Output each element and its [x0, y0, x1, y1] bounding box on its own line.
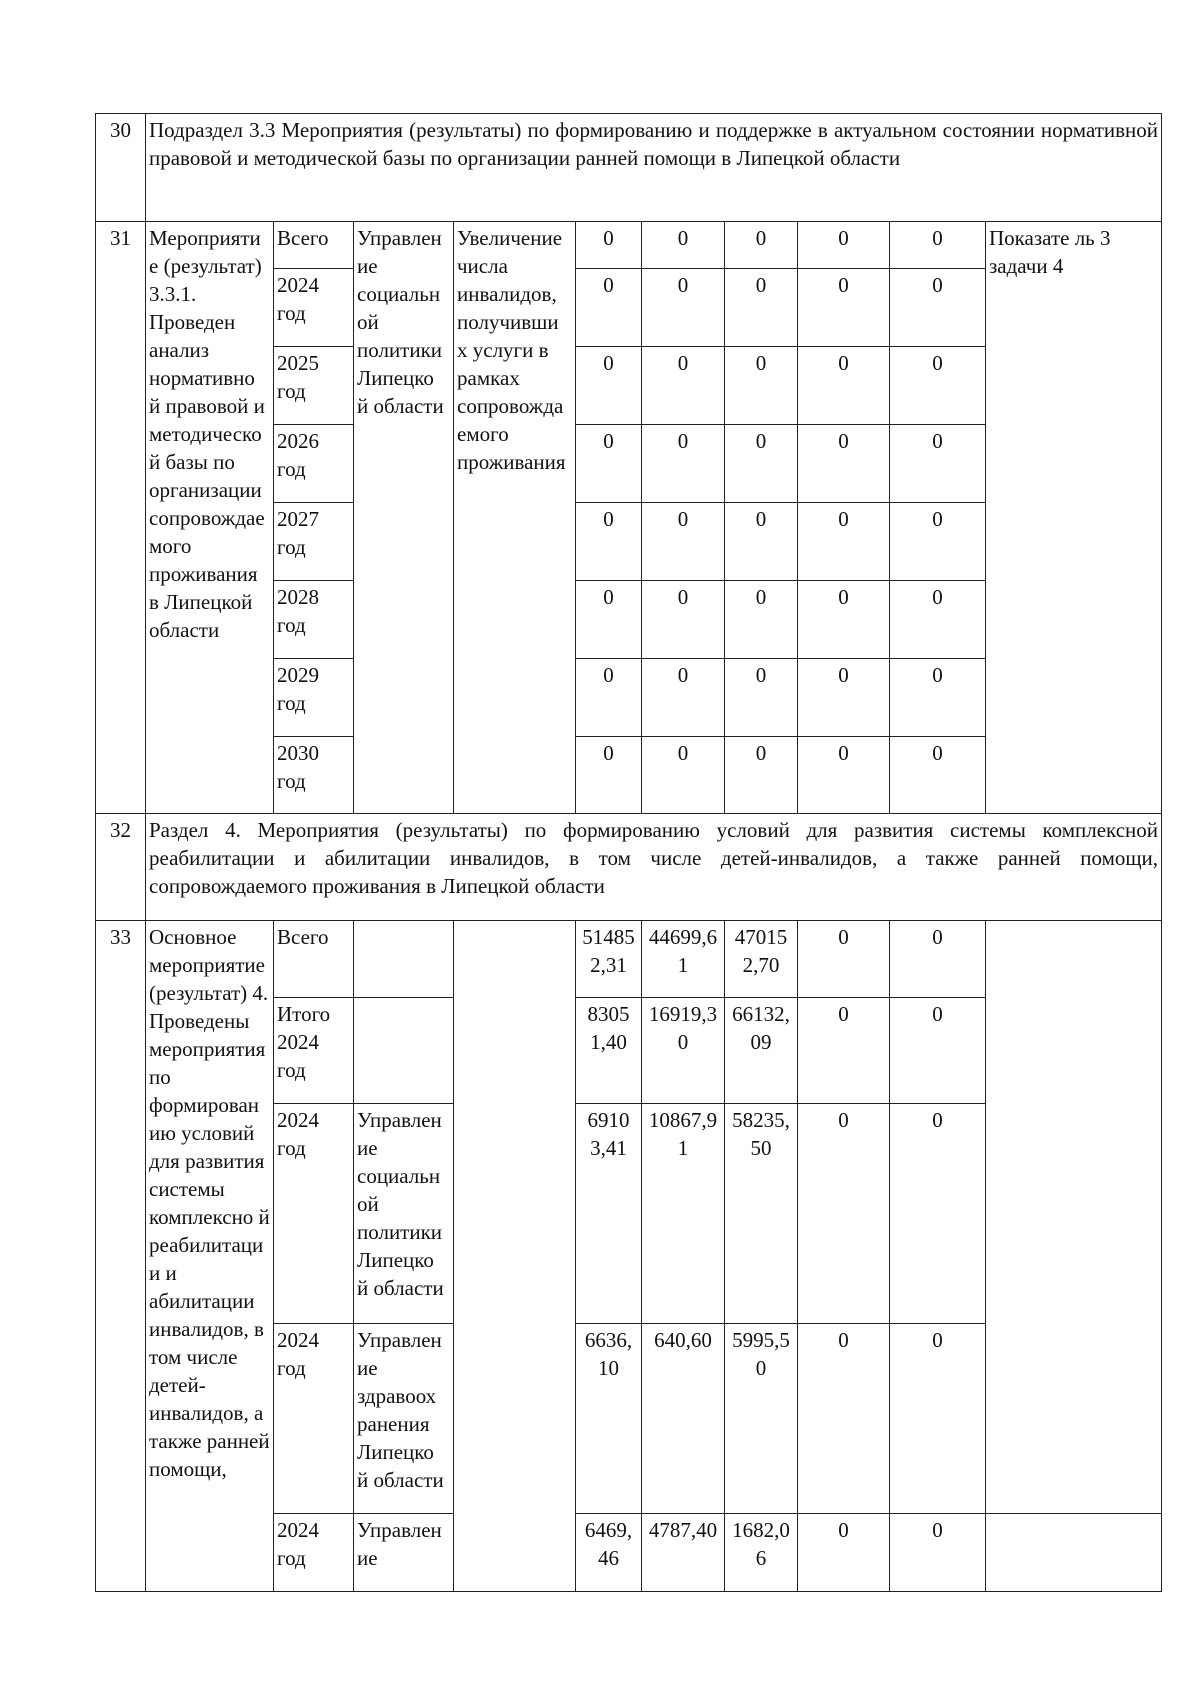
value-cell: 47015 2,70	[725, 921, 798, 998]
period-cell: Итого 2024 год	[274, 998, 354, 1104]
period-cell: 2028 год	[274, 581, 354, 659]
period-cell: 2025 год	[274, 347, 354, 425]
value-cell: 0	[798, 222, 890, 269]
value-cell: 0	[798, 1514, 890, 1592]
value-cell: 5995,5 0	[725, 1324, 798, 1514]
value-cell: 0	[890, 1514, 986, 1592]
period-cell: 2024 год	[274, 1104, 354, 1324]
measure-name: Основное мероприятие (результат) 4. Проведены мероприятия по формирован ию условий для развития системы комплексно й реабилитаци и и абилитации инвалидов, в том числе детей-инвалидов, а также ранней помощи,	[146, 921, 274, 1592]
value-cell: 0	[890, 998, 986, 1104]
value-cell: 0	[642, 222, 725, 269]
value-cell: 51485 2,31	[576, 921, 642, 998]
value-cell: 0	[890, 737, 986, 814]
period-cell: 2024 год	[274, 269, 354, 347]
row-number: 33	[96, 921, 146, 1592]
row-number: 30	[96, 114, 146, 222]
responsible-cell: Управлен ие социальн ой политики Липецко й области	[354, 222, 454, 814]
value-cell: 0	[890, 1324, 986, 1514]
value-cell: 0	[725, 269, 798, 347]
value-cell: 16919,3 0	[642, 998, 725, 1104]
value-cell: 6910 3,41	[576, 1104, 642, 1324]
responsible-cell: Управлен ие здравоох ранения Липецко й области	[354, 1324, 454, 1514]
indicator-cell: Увеличение числа инвалидов, получивши х услуги в рамках сопровожда емого проживания	[454, 222, 576, 814]
measure-name: Мероприяти е (результат) 3.3.1. Проведен анализ нормативно й правовой и методическо й базы по организации сопровождае мого проживания в Липецкой области	[146, 222, 274, 814]
period-cell: 2029 год	[274, 659, 354, 737]
subsection-title: Подраздел 3.3 Мероприятия (результаты) по формированию и поддержке в актуальном состоянии нормативной правовой и методической базы по организации ранней помощи в Липецкой области	[146, 114, 1162, 222]
value-cell: 0	[642, 737, 725, 814]
value-cell: 66132, 09	[725, 998, 798, 1104]
value-cell: 0	[890, 269, 986, 347]
value-cell: 640,60	[642, 1324, 725, 1514]
value-cell: 10867,9 1	[642, 1104, 725, 1324]
value-cell: 0	[642, 503, 725, 581]
note-cell	[986, 1514, 1162, 1592]
table-row	[96, 814, 1162, 921]
responsible-cell: Управлен ие социальн ой политики Липецко й области	[354, 1104, 454, 1324]
period-cell: 2027 год	[274, 503, 354, 581]
note-cell	[986, 921, 1162, 1514]
value-cell: 0	[725, 222, 798, 269]
value-cell: 0	[642, 347, 725, 425]
value-cell: 0	[890, 222, 986, 269]
value-cell: 0	[576, 347, 642, 425]
value-cell: 0	[576, 222, 642, 269]
value-cell: 0	[890, 921, 986, 998]
value-cell: 0	[642, 425, 725, 503]
value-cell: 44699,6 1	[642, 921, 725, 998]
value-cell: 0	[798, 425, 890, 503]
table-row	[96, 921, 1162, 998]
value-cell: 0	[576, 269, 642, 347]
value-cell: 58235, 50	[725, 1104, 798, 1324]
value-cell: 0	[642, 581, 725, 659]
period-cell: 2030 год	[274, 737, 354, 814]
value-cell: 0	[798, 347, 890, 425]
value-cell: 0	[890, 581, 986, 659]
responsible-cell	[354, 998, 454, 1104]
value-cell: 0	[798, 269, 890, 347]
period-cell: 2026 год	[274, 425, 354, 503]
value-cell: 0	[725, 581, 798, 659]
value-cell: 0	[798, 1324, 890, 1514]
value-cell: 0	[576, 659, 642, 737]
period-cell: 2024 год	[274, 1324, 354, 1514]
value-cell: 6636, 10	[576, 1324, 642, 1514]
table-row	[96, 222, 1162, 269]
value-cell: 0	[798, 921, 890, 998]
value-cell: 6469, 46	[576, 1514, 642, 1592]
value-cell: 0	[576, 503, 642, 581]
value-cell: 0	[890, 347, 986, 425]
period-cell: Всего	[274, 222, 354, 269]
value-cell: 0	[642, 659, 725, 737]
value-cell: 0	[725, 425, 798, 503]
measures-table	[95, 113, 1162, 1592]
value-cell: 0	[725, 347, 798, 425]
value-cell: 0	[798, 998, 890, 1104]
value-cell: 0	[798, 1104, 890, 1324]
value-cell: 1682,0 6	[725, 1514, 798, 1592]
note-cell: Показате ль 3 задачи 4	[986, 222, 1162, 814]
value-cell: 0	[576, 737, 642, 814]
table-row	[96, 114, 1162, 222]
value-cell: 0	[890, 503, 986, 581]
value-cell: 8305 1,40	[576, 998, 642, 1104]
responsible-cell	[354, 921, 454, 998]
value-cell: 0	[798, 581, 890, 659]
value-cell: 0	[890, 659, 986, 737]
indicator-cell	[454, 921, 576, 1592]
value-cell: 0	[642, 269, 725, 347]
value-cell: 0	[576, 581, 642, 659]
section-title: Раздел 4. Мероприятия (результаты) по формированию условий для развития системы комплексной реабилитации и абилитации инвалидов, в том числе детей-инвалидов, а также ранней помощи, сопровождаемого проживания в Липецкой области	[146, 814, 1162, 921]
value-cell: 0	[798, 659, 890, 737]
row-number: 31	[96, 222, 146, 814]
value-cell: 0	[725, 503, 798, 581]
row-number: 32	[96, 814, 146, 921]
value-cell: 0	[890, 1104, 986, 1324]
value-cell: 0	[890, 425, 986, 503]
period-cell: Всего	[274, 921, 354, 998]
value-cell: 0	[725, 659, 798, 737]
responsible-cell: Управлен ие	[354, 1514, 454, 1592]
value-cell: 0	[798, 503, 890, 581]
value-cell: 0	[725, 737, 798, 814]
value-cell: 4787,40	[642, 1514, 725, 1592]
period-cell: 2024 год	[274, 1514, 354, 1592]
value-cell: 0	[798, 737, 890, 814]
value-cell: 0	[576, 425, 642, 503]
